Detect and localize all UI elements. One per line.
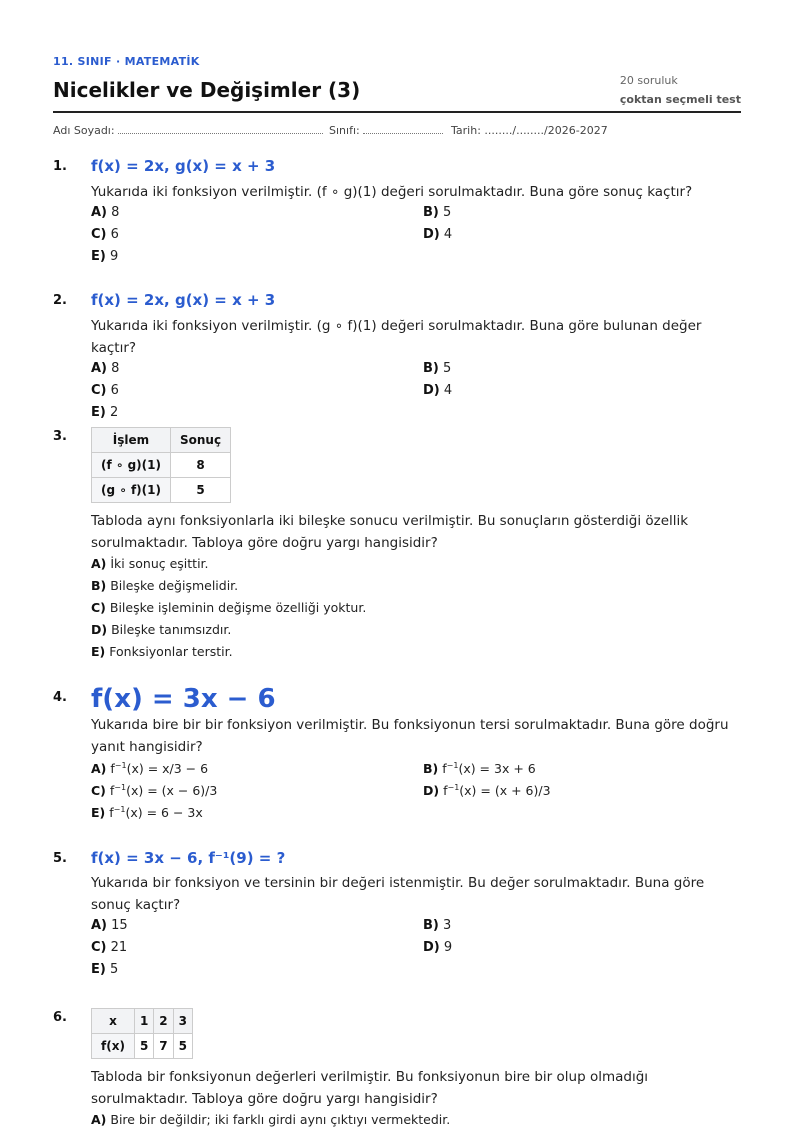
header-divider xyxy=(53,111,741,113)
option-d[interactable]: D) Bileşke tanımsızdır. xyxy=(91,622,232,637)
table-header: 1 xyxy=(134,1009,153,1034)
option-a[interactable]: A) İki sonuç eşittir. xyxy=(91,556,209,571)
table-header: 3 xyxy=(173,1009,192,1034)
option-a[interactable]: A) 8 xyxy=(91,361,120,376)
table-cell: (g ∘ f)(1) xyxy=(92,478,171,503)
question-stem: Yukarıda bir fonksiyon ve tersinin bir değeri istenmiştir. Bu değer sorulmaktadır. Buna göre sonuç kaçtır? xyxy=(91,875,705,913)
table-cell: (f ∘ g)(1) xyxy=(92,453,171,478)
option-a[interactable]: A) 15 xyxy=(91,918,128,933)
option-d[interactable]: D) $f^{-1}(x) = (x + 6)/3$ xyxy=(423,783,551,799)
question-formula: f(x) = 3x − 6 xyxy=(91,684,276,714)
option-e[interactable]: E) $f^{-1}(x) = 6 - 3x$ xyxy=(91,805,203,821)
option-d[interactable]: D) 4 xyxy=(423,227,453,242)
option-e[interactable]: E) 5 xyxy=(91,962,119,977)
table-header: 2 xyxy=(154,1009,173,1034)
option-b[interactable]: B) Bileşke değişmelidir. xyxy=(91,578,239,593)
table-header: x xyxy=(92,1009,135,1034)
option-d[interactable]: D) 4 xyxy=(423,383,453,398)
option-c[interactable]: C) 6 xyxy=(91,383,119,398)
table-cell: f(x) xyxy=(92,1034,135,1059)
question-stem: Yukarıda iki fonksiyon verilmiştir. (g ∘ f)(1) değeri sorulmaktadır. Buna göre bulunan değer kaçtır? xyxy=(91,318,702,356)
question-stem: Tabloda bir fonksiyonun değerleri verilmiştir. Bu fonksiyonun bire bir olup olmadığı sorulmaktadır. Tabloya göre doğru yargı hangisidir? xyxy=(91,1069,649,1107)
date-field[interactable] xyxy=(451,124,608,137)
question-number: 5. xyxy=(53,851,67,866)
option-c[interactable]: C) 6 xyxy=(91,227,119,242)
page-title: Nicelikler ve Değişimler (3) xyxy=(53,78,361,102)
option-a[interactable]: A) 8 xyxy=(91,205,120,220)
question-number: 4. xyxy=(53,690,67,705)
question-number: 1. xyxy=(53,159,67,174)
option-c[interactable]: C) 21 xyxy=(91,940,128,955)
question-formula: f(x) = 2x, g(x) = x + 3 xyxy=(91,157,276,175)
option-c[interactable]: C) $f^{-1}(x) = (x - 6)/3$ xyxy=(91,783,218,799)
question-count: 20 soruluk xyxy=(619,74,678,87)
option-a[interactable]: A) $f^{-1}(x) = x/3 - 6$ xyxy=(91,761,209,777)
date-label: Tarih: ......../......../2026-2027 xyxy=(451,124,608,137)
option-b[interactable]: B) $f^{-1}(x) = 3x + 6$ xyxy=(423,761,536,777)
class-field[interactable] xyxy=(329,124,443,137)
name-label: Adı Soyadı: xyxy=(53,124,115,137)
option-e[interactable]: E) Fonksiyonlar terstir. xyxy=(91,644,233,659)
results-table xyxy=(91,427,231,503)
option-c[interactable]: C) Bileşke işleminin değişme özelliği yoktur. xyxy=(91,600,367,615)
option-b[interactable]: B) 5 xyxy=(423,361,452,376)
option-b[interactable]: B) 3 xyxy=(423,918,452,933)
question-stem: Tabloda aynı fonksiyonlarla iki bileşke sonucu verilmiştir. Bu sonuçların gösterdiği özellik sorulmaktadır. Tabloya göre doğru yargı hangisidir? xyxy=(91,513,689,551)
option-e[interactable]: E) 2 xyxy=(91,405,119,420)
option-b[interactable]: B) 5 xyxy=(423,205,452,220)
option-a[interactable]: A) Bire bir değildir; iki farklı girdi aynı çıktıyı vermektedir. xyxy=(91,1112,451,1127)
values-table xyxy=(91,1008,193,1059)
option-e[interactable]: E) 9 xyxy=(91,249,119,264)
question-formula: f(x) = 3x − 6, f⁻¹(9) = ? xyxy=(91,849,286,867)
question-stem: Yukarıda bire bir bir fonksiyon verilmiştir. Bu fonksiyonun tersi sorulmaktadır. Buna göre doğru yanıt hangisidir? xyxy=(91,717,729,755)
table-cell: 5 xyxy=(173,1034,192,1059)
option-d[interactable]: D) 9 xyxy=(423,940,453,955)
question-number: 6. xyxy=(53,1010,67,1025)
class-label: Sınıfı: xyxy=(329,124,360,137)
subject-label: 11. SINIF · MATEMATİK xyxy=(53,55,200,68)
table-cell: 5 xyxy=(170,478,230,503)
name-field[interactable] xyxy=(53,124,323,137)
test-meta xyxy=(620,71,741,109)
question-formula: f(x) = 2x, g(x) = x + 3 xyxy=(91,291,276,309)
table-header: İşlem xyxy=(92,428,171,453)
table-cell: 5 xyxy=(134,1034,153,1059)
question-number: 2. xyxy=(53,293,67,308)
question-number: 3. xyxy=(53,429,67,444)
test-type: çoktan seçmeli test xyxy=(619,93,741,106)
table-header: Sonuç xyxy=(170,428,230,453)
table-cell: 8 xyxy=(170,453,230,478)
question-stem: Yukarıda iki fonksiyon verilmiştir. (f ∘ g)(1) değeri sorulmaktadır. Buna göre sonuç kaçtır? xyxy=(91,184,693,200)
table-cell: 7 xyxy=(154,1034,173,1059)
